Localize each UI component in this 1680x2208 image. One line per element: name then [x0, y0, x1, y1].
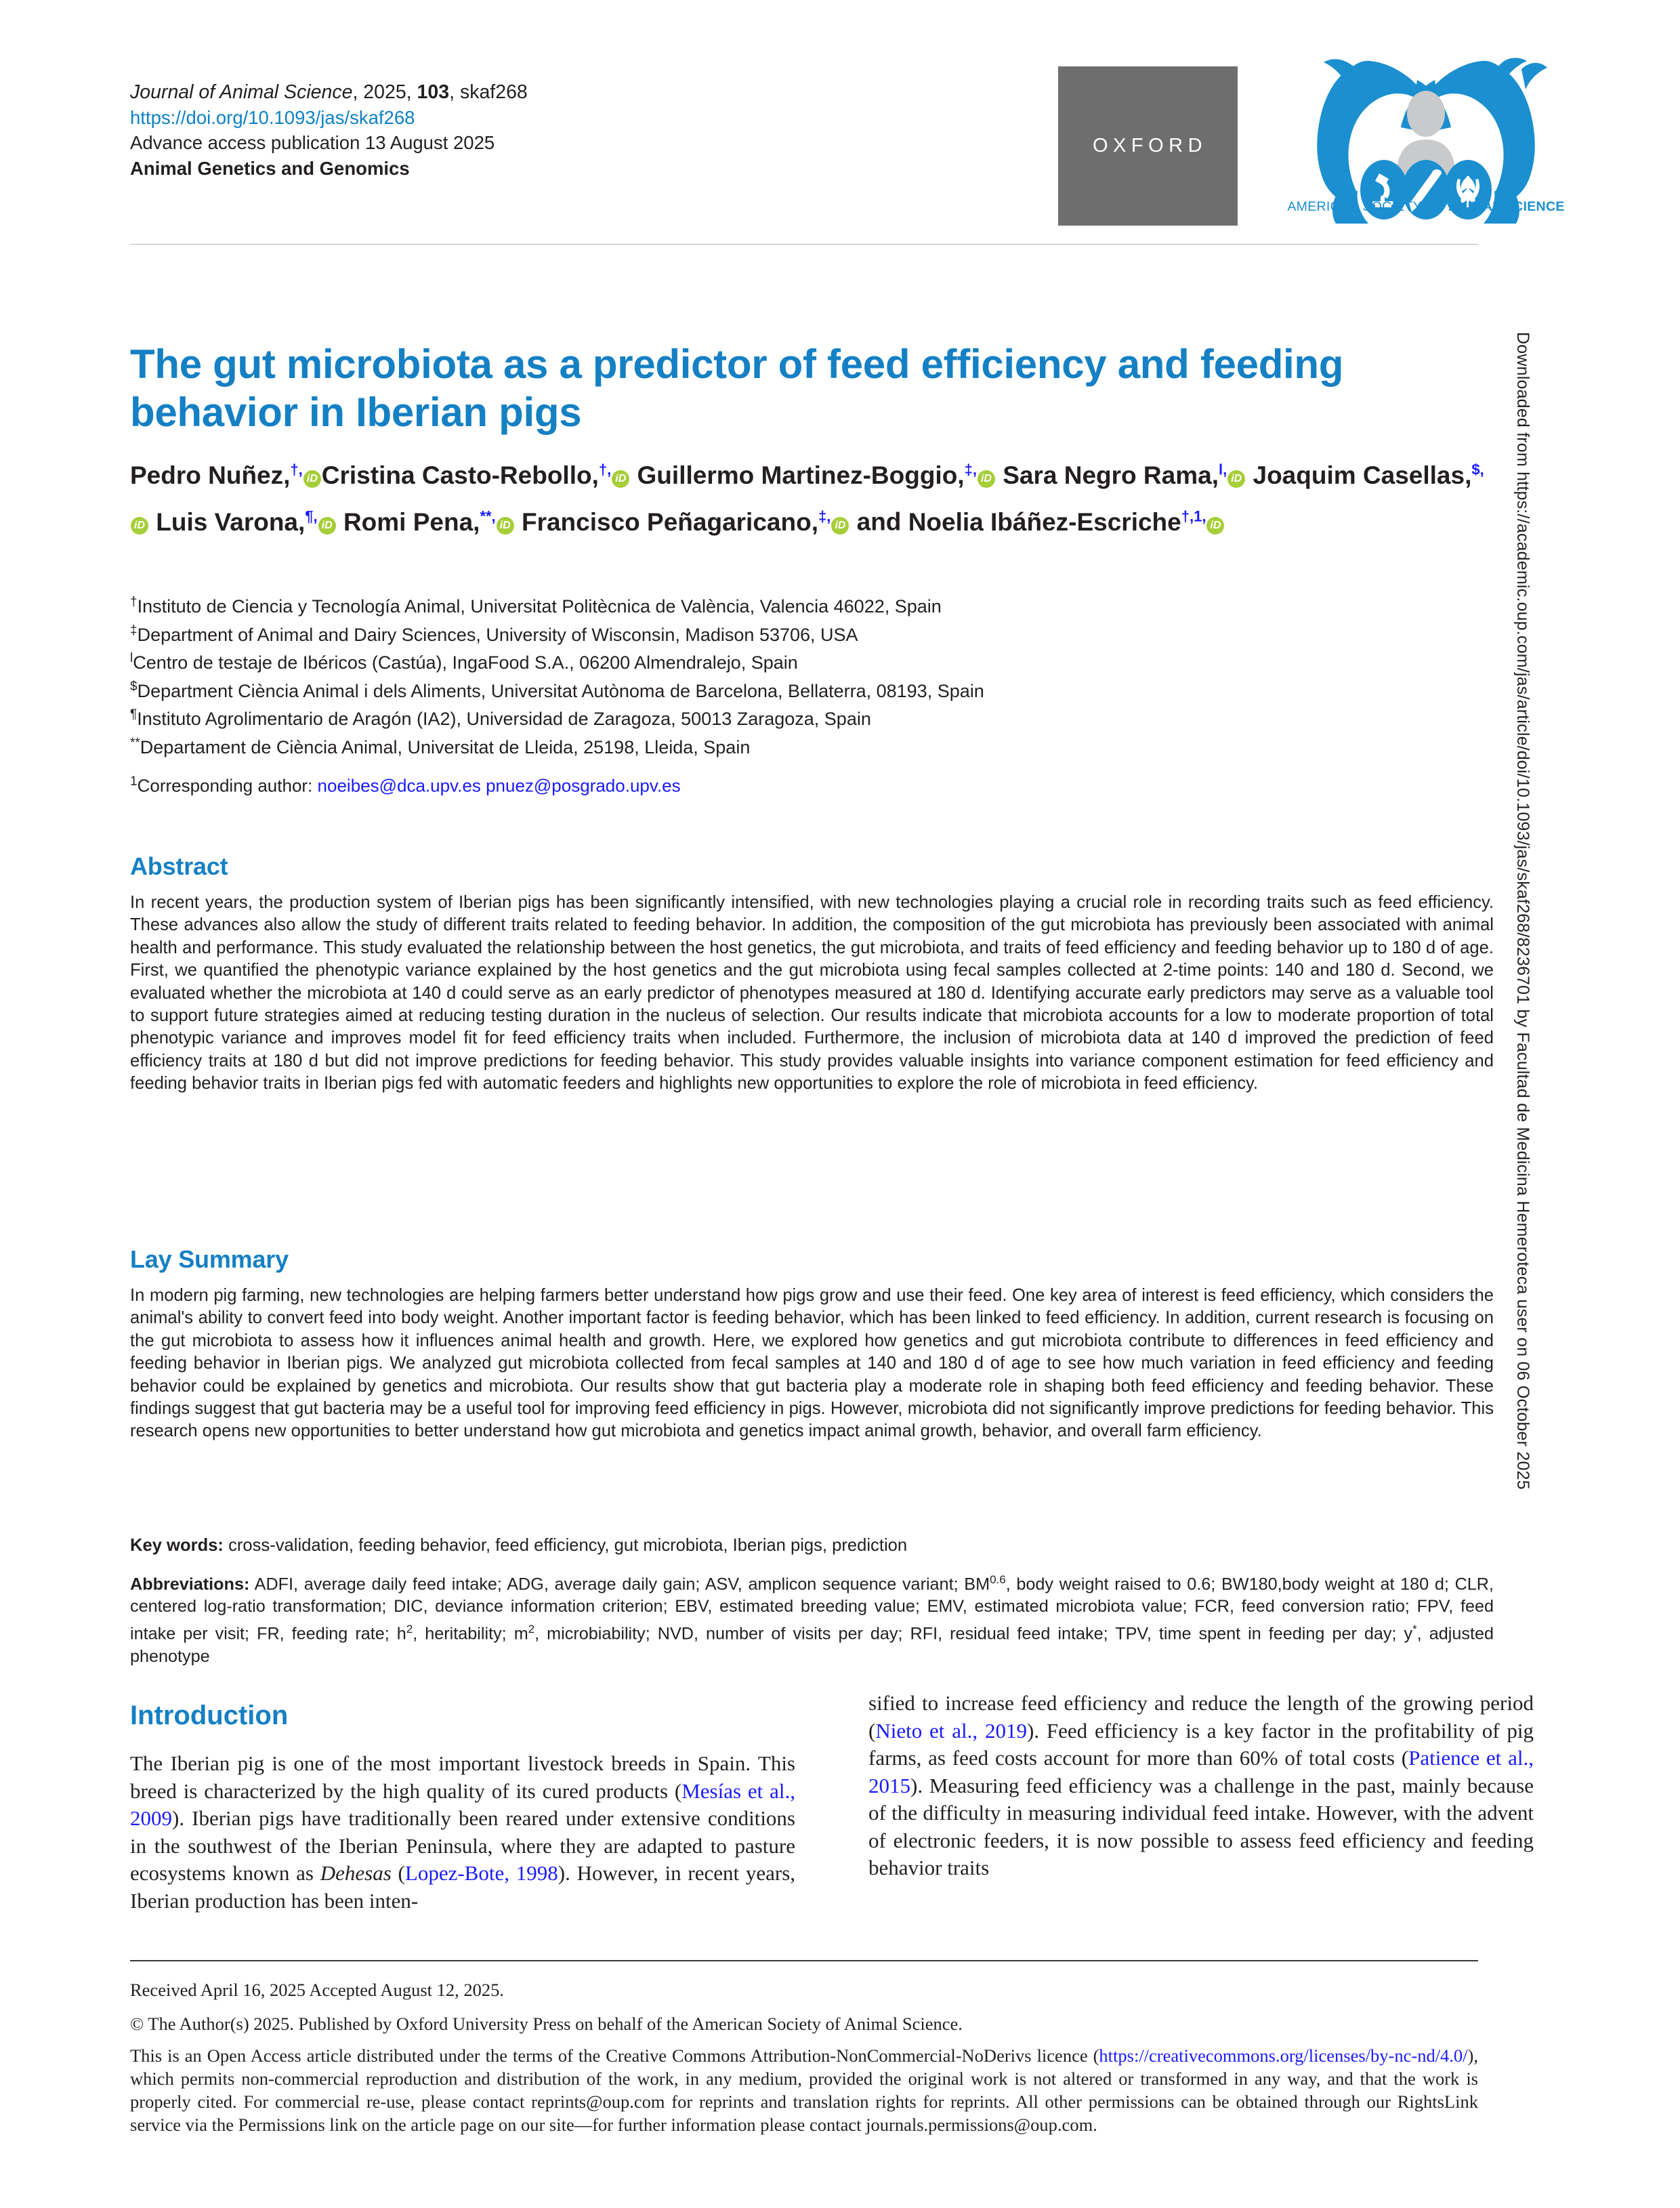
license-text-2: ), which permits non-commercial reproduction and distribution of the work, in any medium, provided the original work is not altered or transformed in any way, and that the work is properly cited. For commercial re-use, please contact reprints@oup.com for reprints and translation rights for reprints. All other permissions can be obtained through our RightsLink service via the Permissions link on the article page on our site—for further information please contact journals.permissions@oup.com.	[130, 2045, 1478, 2135]
intro-text-2: ). Iberian pigs have traditionally been reared under extensive conditions in the southwest of the Iberian Peninsula, where they are adapted to pasture ecosystems known as	[130, 1806, 795, 1885]
author-entry[interactable]	[637, 461, 996, 489]
oxford-university-press-logo	[1058, 66, 1238, 226]
intro-text-3: (	[391, 1861, 405, 1885]
oxford-logo-text: OXFORD	[1092, 135, 1208, 157]
abbreviations-part-2: , body weight raised to 0.6; BW180,body weight at 180 d; CLR, centered log-ratio transformation; DIC, deviance information criterion; EBV, estimated breeding value; EMV, estimated microbiota value; FCR, feed conversion ratio; FPV, feed intake per visit; FR, feeding rate; h	[130, 1575, 1494, 1644]
author-name: Cristina Casto-Rebollo,	[321, 461, 599, 490]
author-name: Romi Pena,	[343, 507, 480, 536]
orcid-icon[interactable]: iD	[303, 470, 321, 488]
author-name: Luis Varona,	[156, 507, 306, 536]
introduction-column-left	[130, 1750, 795, 1915]
author-entry[interactable]	[1003, 461, 1246, 489]
license-text-1: This is an Open Access article distributed under the terms of the Creative Commons Attribution-NonCommercial-NoDerivs licence (	[130, 2045, 1099, 2066]
author-affil-marker: †,1,	[1181, 507, 1206, 525]
lay-summary-body: In modern pig farming, new technologies are helping farmers better understand how pigs grow and use their feed. One key area of interest is feed efficiency, which considers the animal's ability to convert feed into body weight. Another important factor is feeding behavior, which has been linked to feed efficiency. In addition, current research is focusing on the gut microbiota to assess how it influences animal health and growth. Here, we explored how genetics and gut microbiota contribute to differences in feed efficiency and feeding behavior in Iberian pigs. We analyzed gut microbiota collected from fecal samples at 140 and 180 d of age to see how much variation in feed efficiency and feeding behavior could be explained by genetics and microbiota. Our results show that gut bacteria play a moderate role in shaping both feed efficiency and feeding behavior. These findings suggest that gut bacteria may be a useful tool for improving feed efficiency in pigs. However, microbiota did not significantly improve predictions for feeding behavior. This research opens new opportunities to better understand how gut microbiota and genetics impact animal growth, behavior, and overall farm efficiency.	[130, 1286, 1494, 1441]
affiliation-item	[130, 619, 1417, 647]
author-entry[interactable]	[908, 508, 1225, 536]
abbreviations-part-1: ADFI, average daily feed intake; ADG, average daily gain; ASV, amplicon sequence variant; BM	[249, 1575, 990, 1594]
author-affil-marker: ‡,	[964, 461, 977, 478]
keywords-text: cross-validation, feeding behavior, feed efficiency, gut microbiota, Iberian pigs, prediction	[223, 1536, 908, 1555]
received-accepted-line: Received April 16, 2025 Accepted August 12, 2025.	[130, 1980, 504, 2000]
author-entry[interactable]	[343, 508, 515, 536]
orcid-icon[interactable]: iD	[978, 470, 995, 488]
author-affil-marker: l,	[1218, 461, 1227, 478]
author-list	[130, 450, 1492, 543]
affiliation-marker: ¶	[130, 707, 138, 722]
affiliation-text: Centro de testaje de Ibéricos (Castúa), IngaFood S.A., 06200 Almendralejo, Spain	[133, 652, 798, 673]
intro-text-5: sified to increase feed efficiency and reduce the length of the growing period (	[868, 1691, 1534, 1743]
affiliation-marker: ‡	[130, 623, 138, 638]
author-name: Pedro Nuñez,	[130, 461, 291, 490]
affiliation-item	[130, 732, 1417, 759]
author-affil-marker: ¶,	[305, 507, 318, 525]
footer-block	[130, 1978, 1478, 2145]
citation-nieto[interactable]: Nieto et al., 2019	[875, 1718, 1027, 1743]
abbreviations-part-4: , microbiability; NVD, number of visits per day; RFI, residual feed intake; TPV, time spent in feeding per day; y	[534, 1624, 1413, 1644]
keywords-line	[130, 1535, 1494, 1557]
affiliation-item	[130, 675, 1417, 703]
lay-summary-heading: Lay Summary	[130, 1245, 289, 1273]
abbreviations-sup-3: 2	[528, 1623, 535, 1636]
keywords-label: Key words:	[130, 1536, 224, 1555]
orcid-icon[interactable]: iD	[1206, 517, 1224, 535]
creative-commons-link[interactable]: https://creativecommons.org/licenses/by-nc-nd/4.0/	[1099, 2045, 1468, 2066]
abstract-body: In recent years, the production system of Iberian pigs has been significantly intensified, with new technologies playing a crucial role in recording traits such as feed efficiency. These advances also allow the study of different traits related to feeding behavior. In addition, the composition of the gut microbiota has previously been associated with animal health and performance. This study evaluated the relationship between the host genetics, the gut microbiota, and traits of feed efficiency and feeding behavior up to 180 d of age. First, we quantified the phenotypic variance explained by the host genetics and the gut microbiota using fecal samples collected at 2-time points: 140 and 180 d. Second, we evaluated whether the microbiota at 140 d could serve as an early predictor of phenotypes measured at 180 d. Identifying accurate early predictors may serve as a valuable tool to support future strategies aimed at reducing testing duration in the nucleus of selection. Our results indicate that microbiota accounts for a low to moderate proportion of total phenotypic variance and improves model fit for feed efficiency traits when included. Furthermore, the inclusion of microbiota data at 140 d improved the prediction of feed efficiency traits at 180 d but did not improve predictions for feeding behavior. This study provides valuable insights into variance component estimation for feed efficiency and feeding behavior traits in Iberian pigs fed with automatic feeders and highlights new opportunities to explore the role of microbiota in feed efficiency.	[130, 893, 1494, 1093]
author-entry[interactable]	[156, 508, 336, 536]
license-statement	[130, 2044, 1478, 2136]
footer-divider	[130, 1960, 1478, 1961]
author-affil-marker: **,	[480, 507, 496, 525]
article-number: skaf268	[459, 81, 528, 103]
journal-title: Journal of Animal Science	[130, 81, 353, 103]
corresponding-marker: 1	[130, 774, 138, 789]
asas-caption-bold: ANIMAL SCIENCE	[1448, 199, 1565, 214]
affiliation-marker: $	[130, 679, 138, 694]
abbreviations-part-3: , heritability; m	[413, 1624, 528, 1644]
intro-text-6: ). Feed efficiency is a key factor in the profitability of pig farms, as feed costs account for more than 60% of total costs (	[868, 1718, 1534, 1770]
author-conjunction: and	[856, 507, 902, 536]
author-affil-marker: †,	[290, 461, 303, 478]
abbreviations-sup-4: *	[1412, 1623, 1417, 1636]
affiliation-text: Instituto de Ciencia y Tecnología Animal, Universitat Politècnica de València, Valencia 46022, Spain	[137, 596, 942, 617]
asas-logo-caption	[1274, 199, 1578, 215]
journal-citation-line: Journal of Animal Science, 2025, 103, skaf268	[130, 81, 528, 103]
orcid-icon[interactable]: iD	[831, 517, 849, 535]
introduction-heading: Introduction	[130, 1701, 289, 1730]
author-name: Sara Negro Rama,	[1003, 461, 1219, 490]
abbreviations-label: Abbreviations:	[130, 1575, 250, 1594]
affiliation-item	[130, 591, 1417, 619]
affiliation-marker: l	[130, 651, 133, 665]
download-source-text: Downloaded from https://academic.oup.com/jas/article/doi/10.1093/jas/skaf268/8236701 by Facultad de Medicina Hemeroteca user on 06 October 2025	[1513, 332, 1532, 1490]
intro-text-1: The Iberian pig is one of the most important livestock breeds in Spain. This breed is characterized by the high quality of its cured products (	[130, 1751, 795, 1803]
corresponding-author-line	[130, 770, 1417, 797]
orcid-icon[interactable]: iD	[318, 517, 336, 535]
corresponding-email-1[interactable]: noeibes@dca.upv.es	[317, 775, 481, 796]
intro-text-4: ). However, in recent years, Iberian production has been inten-	[130, 1861, 796, 1913]
citation-patience[interactable]: Patience et al., 2015	[868, 1746, 1534, 1797]
affiliation-marker: **	[130, 735, 140, 750]
author-name: Francisco Peñagaricano,	[521, 507, 818, 536]
abbreviations-part-5: , adjusted phenotype	[130, 1624, 1494, 1666]
author-name: Joaquim Casellas,	[1253, 461, 1472, 490]
orcid-icon[interactable]: iD	[497, 517, 514, 535]
asas-caption-light: AMERICAN SOCIETY OF	[1287, 199, 1448, 214]
journal-volume: 103	[417, 81, 450, 103]
corresponding-email-2[interactable]: pnuez@posgrado.upv.es	[486, 775, 681, 796]
author-name: Noelia Ibáñez-Escriche	[908, 507, 1181, 536]
abbreviations-sup-1: 0.6	[990, 1573, 1006, 1586]
corresponding-label: Corresponding author:	[137, 775, 313, 796]
author-entry[interactable]	[322, 461, 630, 489]
page-title: The gut microbiota as a predictor of feed efficiency and feeding behavior in Iberian pigs	[130, 341, 1344, 436]
orcid-icon[interactable]: iD	[612, 470, 629, 488]
abstract-heading: Abstract	[130, 852, 228, 880]
affiliation-text: Instituto Agrolimentario de Aragón (IA2), Universidad de Zaragoza, 50013 Zaragoza, Spain	[137, 709, 871, 729]
citation-lopez-bote[interactable]: Lopez-Bote, 1998	[404, 1861, 558, 1885]
affiliation-marker: †	[130, 595, 138, 609]
author-affil-marker: †,	[598, 461, 612, 478]
citation-mesias[interactable]: Mesías et al., 2009	[130, 1778, 795, 1830]
author-name: Guillermo Martinez-Boggio,	[637, 461, 965, 490]
affiliation-text: Department of Animal and Dairy Sciences, University of Wisconsin, Madison 53706, USA	[137, 624, 858, 645]
affiliation-item	[130, 703, 1417, 731]
affiliation-text: Department Ciència Animal i dels Aliments, Universitat Autònoma de Barcelona, Bellaterra, 08193, Spain	[137, 680, 984, 701]
orcid-icon[interactable]: iD	[131, 517, 148, 535]
author-entry[interactable]	[130, 461, 322, 489]
author-affil-marker: ‡,	[818, 507, 831, 525]
journal-year: 2025	[363, 81, 406, 103]
affiliation-list	[130, 591, 1417, 798]
author-affil-marker: $,	[1471, 461, 1484, 478]
abbreviations-block	[130, 1568, 1494, 1668]
copyright-line: © The Author(s) 2025. Published by Oxford University Press on behalf of the American Society of Animal Science.	[130, 2014, 963, 2034]
doi-link[interactable]: https://doi.org/10.1093/jas/skaf268	[130, 107, 415, 128]
abbreviations-sup-2: 2	[406, 1623, 413, 1636]
introduction-column-right	[868, 1690, 1534, 1882]
author-entry[interactable]	[522, 508, 849, 536]
affiliation-item	[130, 647, 1417, 675]
dehesas-term: Dehesas	[320, 1861, 392, 1885]
header-divider	[130, 244, 1478, 245]
advance-access-line: Advance access publication 13 August 2025	[130, 132, 495, 153]
affiliation-text: Departament de Ciència Animal, Universitat de Lleida, 25198, Lleida, Spain	[140, 736, 751, 757]
orcid-icon[interactable]: iD	[1227, 470, 1245, 488]
journal-section: Animal Genetics and Genomics	[130, 158, 410, 179]
intro-text-7: ). Measuring feed efficiency was a challenge in the past, mainly because of the difficulty in measuring individual feed intake. However, with the advent of electronic feeders, it is now possible to assess feed efficiency and feeding behavior traits	[868, 1773, 1534, 1879]
